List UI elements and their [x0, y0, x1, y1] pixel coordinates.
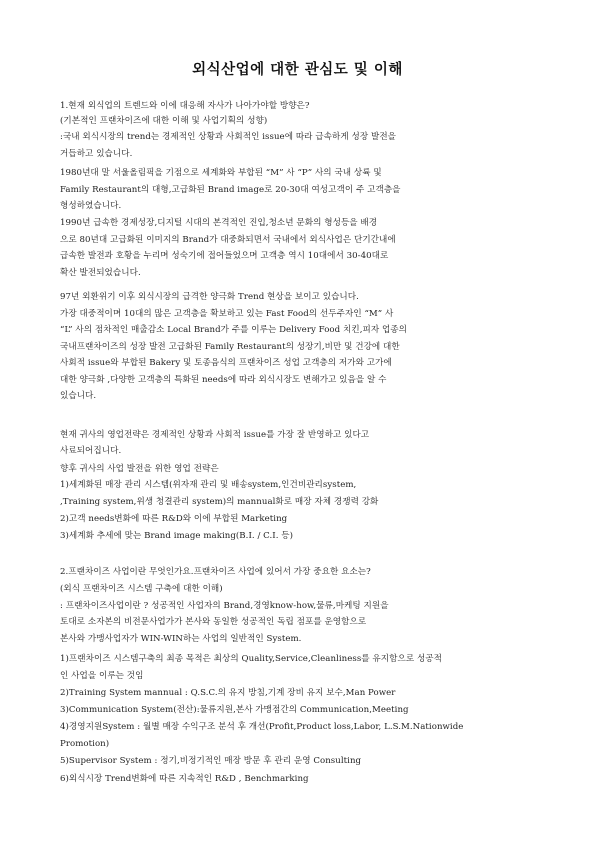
- body-line: 국내프랜차이즈의 성장 발전 고급화된 Family Restaurant의 성장기,비만 및 건강에 대한: [60, 342, 400, 352]
- body-line: 1990년 급속한 경제성장,디지털 시대의 본격적인 진입,청소년 문화의 형성등을 배경: [60, 218, 378, 228]
- body-line: 사회적 issue와 부합된 Bakery 및 토종음식의 프랜차이즈 성업 고객층의 저가와 고가에: [60, 358, 392, 368]
- body-line: (기본적인 프랜차이즈에 대한 이해 및 사업기획의 성향): [60, 116, 268, 126]
- body-line: 2.프랜차이즈 사업이란 무엇인가요.프랜차이즈 사업에 있어서 가장 중요한 요소는?: [60, 567, 371, 577]
- body-line: Family Restaurant의 대형,고급화된 Brand image로 20-30대 여성고객이 주 고객층을: [60, 185, 401, 195]
- body-line: 거듭하고 있습니다.: [60, 149, 133, 159]
- body-line: 3)세계화 추세에 맞는 Brand image making(B.I. / C.I. 등): [60, 531, 294, 541]
- body-line: 급속한 발전과 호황을 누리며 성숙기에 접어들었으며 고객층 역시 10대에서 30-40대로: [60, 251, 389, 261]
- body-line: 형성하였습니다.: [60, 201, 122, 211]
- body-line: 4)경영지원System : 월별 매장 수익구조 분석 후 개선(Profit,Product loss,Labor, L.S.M.Nationwide: [60, 722, 464, 732]
- body-line: 대한 양극화 ,다양한 고객층의 특화된 needs에 따라 외식시장도 변해가고 있음을 알 수: [60, 375, 387, 385]
- body-line: “L” 사의 점차적인 매출감소 Local Brand가 주를 이루는 Delivery Food 치킨,피자 업종의: [60, 325, 408, 335]
- body-line: 5)Supervisor System : 정기,비정기적인 매장 방문 후 관리 운영 Consulting: [60, 756, 362, 766]
- body-line: 으로 80년대 고급화된 이미지의 Brand가 대중화되면서 국내에서 외식사업은 단기간내에: [60, 235, 396, 245]
- body-line: 6)외식시장 Trend변화에 따른 지속적인 R&D , Benchmarking: [60, 774, 309, 784]
- body-line: 가장 대중적이며 10대의 많은 고객층을 확보하고 있는 Fast Food의 선두주자인 “M” 사: [60, 309, 394, 319]
- body-line: 확산 발전되었습니다.: [60, 268, 141, 278]
- body-line: 1)프랜차이즈 시스템구축의 최종 목적은 최상의 Quality,Service,Cleanliness를 유지함으로 성공적: [60, 654, 443, 664]
- body-line: 토대로 소자본의 비전문사업가가 본사와 동일한 성공적인 독립 점포를 운영함으로: [60, 617, 367, 627]
- body-line: ,Training system,위생 청결관리 system)의 mannual화로 매장 자체 경쟁력 강화: [60, 497, 379, 507]
- document-title: 외식산업에 대한 관심도 및 이해: [192, 62, 403, 78]
- body-line: 있습니다.: [60, 391, 97, 401]
- body-line: 1)세계화된 매장 관리 시스템(위자재 관리 및 배송system,인건비관리system,: [60, 480, 357, 490]
- body-line: 2)Training System mannual : Q.S.C.의 유지 방침,기계 장비 유지 보수,Man Power: [60, 688, 396, 698]
- body-line: 97년 외환위기 이후 외식시장의 급격한 양극화 Trend 현상을 보이고 있습니다.: [60, 292, 359, 302]
- body-line: 3)Communication System(전산):물류지원,본사 가맹점간의 Communication,Meeting: [60, 705, 409, 715]
- body-line: (외식 프랜차이즈 시스템 구축에 대한 이해): [60, 584, 223, 594]
- body-line: 사료되어집니다.: [60, 446, 122, 456]
- body-line: 2)고객 needs변화에 따른 R&D와 이에 부합된 Marketing: [60, 514, 288, 524]
- body-line: 향후 귀사의 사업 발전을 위한 영업 전략은: [60, 464, 219, 474]
- body-line: 인 사업을 이루는 것임: [60, 671, 144, 681]
- body-line: : 프랜차이즈사업이란 ? 성공적인 사업자의 Brand,경영know-how,물류,마케팅 지원을: [60, 601, 389, 611]
- body-line: 현재 귀사의 영업전략은 경제적인 상황과 사회적 issue를 가장 잘 반영하고 있다고: [60, 430, 370, 440]
- body-line: 1980년대 말 서울올림픽을 기점으로 세계화와 부합된 “M” 사 “P” 사의 국내 상륙 및: [60, 168, 382, 178]
- body-line: 본사와 가맹사업자가 WIN-WIN하는 사업의 일반적인 System.: [60, 634, 302, 644]
- body-line: 1.현재 외식업의 트렌드와 이에 대응해 자사가 나아가야할 방향은?: [60, 101, 310, 111]
- body-line: :국내 외식시장의 trend는 경제적인 상황과 사회적인 issue에 따라 급속하게 성장 발전을: [60, 132, 397, 142]
- body-line: Promotion): [60, 739, 110, 749]
